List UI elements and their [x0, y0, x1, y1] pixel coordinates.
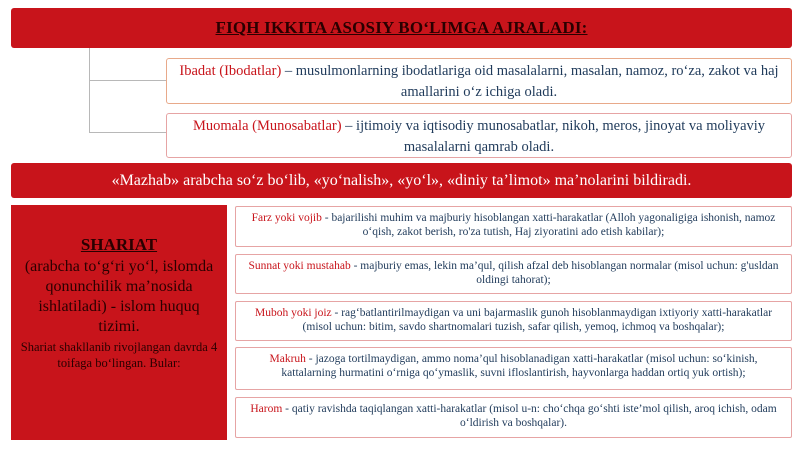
category-text: - jazoga tortilmaydigan, ammo noma’qul hisoblanadigan xatti-harakatlar (misol uchun: so‘kinish, kattalarning hurmatini o‘rniga qo‘ymaslik, suvni ifloslantirish, hayvonlarga haddan ortiq yuk ortish);	[281, 353, 758, 379]
category-text: - bajarilishi muhim va majburiy hisoblangan xatti-harakatlar (Alloh yagonaligiga ishonish, namoz o‘qish, zakot berish, ro'za tutish, Haj ziyoratini ado etish kabilar);	[321, 212, 776, 238]
mazhab-definition: «Mazhab» arabcha so‘z bo‘lib, «yo‘nalish», «yo‘l», «diniy ta’limot» ma’nolarini bildiradi.	[111, 171, 692, 189]
connector-line	[89, 80, 167, 81]
category-term: Makruh	[269, 353, 306, 365]
branch-ibadat	[166, 58, 792, 104]
shariat-panel	[11, 205, 227, 440]
branch-term: Ibadat (Ibodatlar)	[179, 63, 282, 79]
shariat-description: Shariat shakllanib rivojlangan davrda 4 toifaga bo‘lingan. Bular:	[20, 340, 218, 370]
category-text: - rag‘batlantirilmaydigan va uni bajarmaslik gunoh hisoblanmaydigan ixtiyoriy xatti-harakatlar (misol uchun: bitim, savdo shartnomalari tuzish, safar qilish, yemoq, ichmoq va boshqalar);	[302, 307, 773, 333]
branch-term: Muomala (Munosabatlar)	[192, 118, 342, 134]
branch-text: – musulmonlarning ibodatlariga oid masalalarni, masalan, namoz, ro‘za, zakot va haj amallarini o‘z ichiga oladi.	[281, 63, 779, 100]
category-term: Muboh yoki joiz	[254, 307, 332, 319]
connector-line	[89, 132, 167, 133]
category-term: Harom	[250, 403, 283, 415]
category-farz	[235, 206, 792, 247]
title-banner	[11, 8, 792, 48]
category-term: Sunnat yoki mustahab	[248, 260, 351, 272]
connector-line	[89, 48, 90, 132]
category-makruh	[235, 347, 792, 390]
branch-text: – ijtimoiy va iqtisodiy munosabatlar, nikoh, meros, jinoyat va moliyaviy masalalarni qamrab oladi.	[341, 118, 766, 155]
category-text: - majburiy emas, lekin ma’qul, qilish afzal deb hisoblangan normalar (misol uchun: g'usldan oldingi tahorat);	[350, 260, 779, 286]
category-term: Farz yoki vojib	[251, 212, 322, 224]
branch-muomala	[166, 113, 792, 158]
category-sunnat	[235, 254, 792, 294]
category-muboh	[235, 301, 792, 341]
category-harom	[235, 397, 792, 438]
mazhab-banner	[11, 163, 792, 198]
category-text: - qatiy ravishda taqiqlangan xatti-harakatlar (misol u-n: cho‘chqa go‘shti iste’mol qilish, aroq ichish, odam o‘ldirish va boshqalar).	[282, 403, 777, 429]
shariat-subtitle: (arabcha to‘g‘ri yo‘l, islomda qonunchilik ma’nosida ishlatiladi) - islom huquq tizimi.	[24, 258, 214, 335]
page-title: FIQH IKKITA ASOSIY BO‘LIMGA AJRALADI:	[215, 18, 588, 37]
shariat-title: SHARIAT	[80, 235, 158, 254]
